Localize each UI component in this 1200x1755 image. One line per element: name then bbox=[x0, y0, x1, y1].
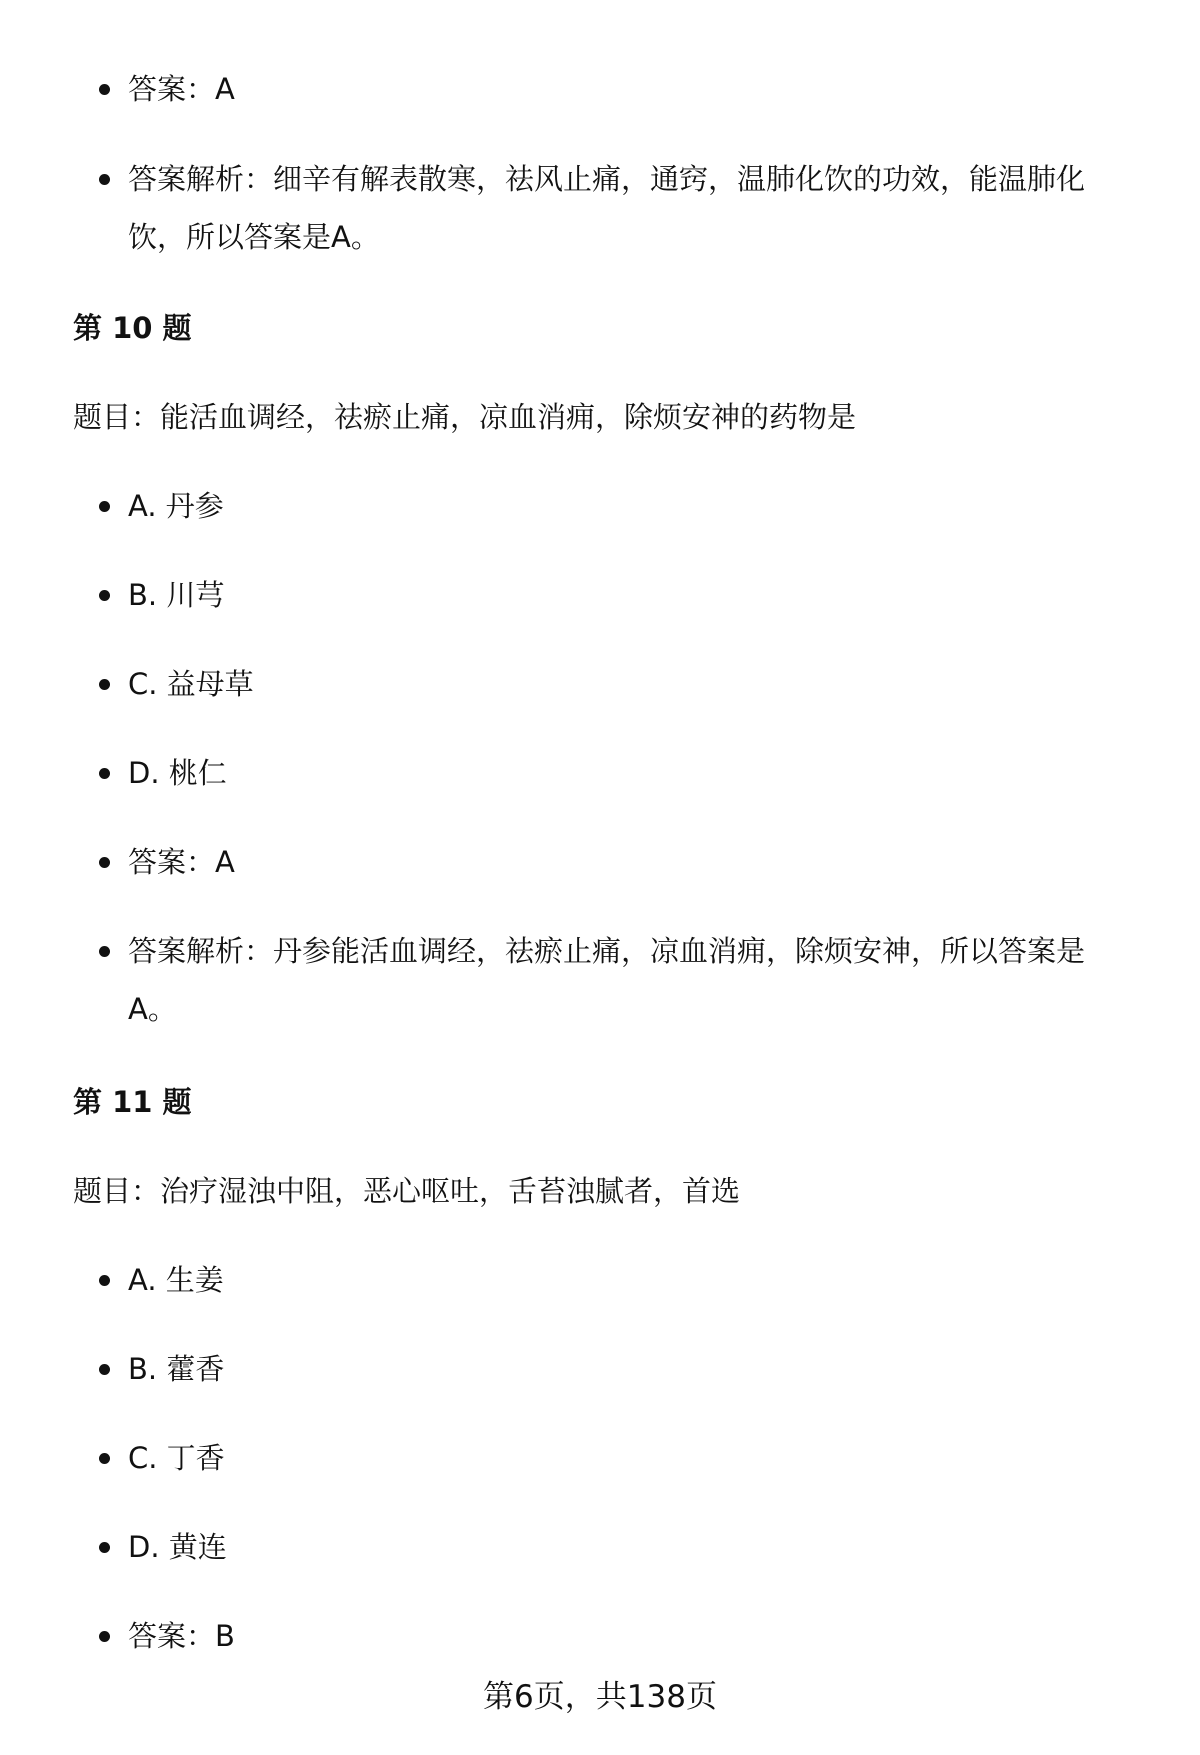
q11-option-d: D. 黄连 bbox=[128, 1518, 227, 1576]
q11-question: 题目：治疗湿浊中阻，恶心呕吐，舌苔浊腻者，首选 bbox=[73, 1174, 741, 1208]
q10-answer: 答案：A bbox=[128, 833, 235, 891]
q11-option-b: B. 藿香 bbox=[128, 1340, 224, 1398]
q11-option-a: A. 生姜 bbox=[128, 1251, 224, 1309]
q10-explanation: 答案解析：丹参能活血调经，祛瘀止痛，凉血消痈，除烦安神，所以答案是 bbox=[128, 922, 1085, 980]
prev-answer: 答案：A bbox=[128, 60, 235, 118]
page-footer: 第6页，共138页 bbox=[483, 1679, 717, 1715]
prev-explanation: 答案解析：细辛有解表散寒，祛风止痛，通窍，温肺化饮的功效，能温肺化 bbox=[128, 150, 1085, 208]
q10-question: 题目：能活血调经，祛瘀止痛，凉血消痈，除烦安神的药物是 bbox=[73, 400, 857, 434]
q10-option-a: A. 丹参 bbox=[128, 477, 224, 535]
q10-option-d: D. 桃仁 bbox=[128, 744, 227, 802]
q10-heading: 第 10 题 bbox=[73, 311, 192, 345]
q10-explanation-cont: A。 bbox=[128, 992, 177, 1026]
q11-option-c: C. 丁香 bbox=[128, 1429, 225, 1487]
prev-explanation-cont: 饮，所以答案是A。 bbox=[128, 220, 380, 254]
q11-answer: 答案：B bbox=[128, 1607, 235, 1665]
q10-option-c: C. 益母草 bbox=[128, 655, 254, 713]
q11-heading: 第 11 题 bbox=[73, 1085, 192, 1119]
q10-option-b: B. 川芎 bbox=[128, 566, 224, 624]
